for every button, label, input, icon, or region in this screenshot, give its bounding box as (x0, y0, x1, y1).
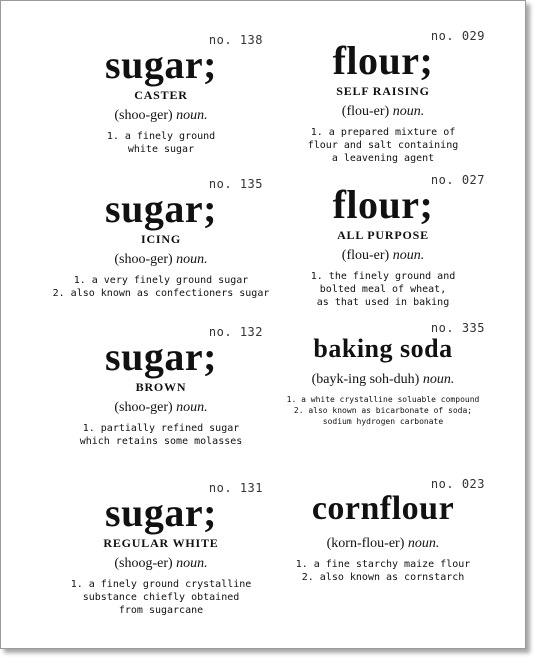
label-word: baking soda (313, 334, 453, 363)
label-pronunciation: (shoo-ger) noun. (114, 400, 208, 415)
label-sugar-caster (41, 33, 281, 156)
label-number: no. 027 (430, 173, 485, 187)
label-word: sugar; (105, 334, 217, 379)
label-pronunciation: (shoo-ger) noun. (114, 108, 208, 123)
label-definition: 1. partially refined sugar which retains some molasses (79, 423, 243, 447)
label-type: ALL PURPOSE (337, 228, 429, 242)
label-number: no. 029 (430, 29, 485, 43)
label-definition: 1. a white crystalline soluable compound 2. also known as bicarbonate of soda; sodium hydrogen carbonate (286, 395, 480, 426)
label-pronunciation: (shoog-er) noun. (114, 556, 208, 571)
label-pronunciation: (korn-flou-er) noun. (326, 536, 440, 551)
label-pronunciation: (flou-er) noun. (341, 248, 425, 263)
label-flour-self-raising (263, 29, 503, 165)
label-sugar-icing (41, 177, 281, 300)
label-word: sugar; (105, 42, 217, 87)
label-word: flour; (332, 182, 434, 227)
label-sugar-regular-white (41, 481, 281, 617)
label-definition: 1. a very finely ground sugar 2. also known as confectioners sugar (52, 275, 270, 299)
label-number: no. 135 (208, 177, 263, 191)
label-definition: 1. a prepared mixture of flour and salt containing a leavening agent (307, 127, 459, 164)
label-baking-soda (263, 321, 503, 427)
label-flour-all-purpose (263, 173, 503, 309)
label-definition: 1. a finely ground white sugar (106, 131, 216, 155)
label-pronunciation: (bayk-ing soh-duh) noun. (311, 372, 455, 387)
label-number: no. 023 (430, 477, 485, 491)
label-type: SELF RAISING (336, 84, 430, 98)
label-type: BROWN (135, 380, 187, 394)
label-definition: 1. a finely ground crystalline substance chiefly obtained from sugarcane (70, 579, 252, 616)
label-number: no. 335 (430, 321, 485, 335)
label-definition: 1. the finely ground and bolted meal of wheat, as that used in baking (310, 271, 456, 308)
label-pronunciation: (flou-er) noun. (341, 104, 425, 119)
label-type: REGULAR WHITE (103, 536, 219, 550)
label-definition: 1. a fine starchy maize flour 2. also known as cornstarch (295, 559, 471, 583)
label-number: no. 138 (208, 33, 263, 47)
label-number: no. 131 (208, 481, 263, 495)
label-pronunciation: (shoo-ger) noun. (114, 252, 208, 267)
label-word: cornflour (311, 490, 455, 527)
label-word: sugar; (105, 490, 217, 535)
label-word: sugar; (105, 186, 217, 231)
label-type: ICING (140, 232, 181, 246)
label-word: flour; (332, 38, 434, 83)
label-sugar-brown (41, 325, 281, 448)
label-number: no. 132 (208, 325, 263, 339)
label-type: CASTER (134, 88, 188, 102)
label-cornflour (263, 477, 503, 584)
